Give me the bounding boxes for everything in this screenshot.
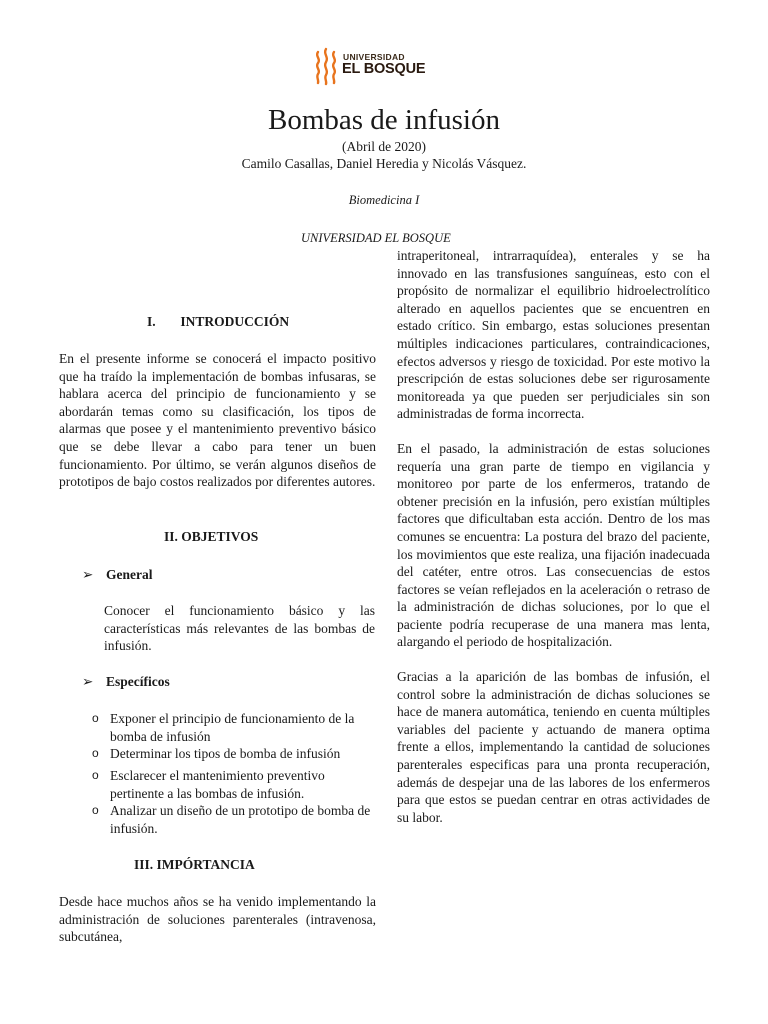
list-item-text: Analizar un diseño de un prototipo de bomba de infusión. [110,803,371,836]
list-item-text: Exponer el principio de funcionamiento de la bomba de infusión [110,711,355,744]
course-name: Biomedicina I [348,193,420,207]
paper-authors: Camilo Casallas, Daniel Heredia y Nicolás Vásquez. [241,156,527,171]
university-crest-icon [314,46,338,86]
arrow-bullet-icon: ➢ [82,567,94,582]
general-objective-text: Conocer el funcionamiento básico y las características más relevantes de las bombas de infusión. [104,603,375,654]
paragraph: intraperitoneal, intrarraquídea), enterales y se ha innovado en las transfusiones sanguíneas, esto con el propósito de normalizar el equilibrio hidroelectrolítico alterado en aquellos pacientes que se encuentren en estado crítico. Sin embargo, estas soluciones presentan múltiples indicaciones particulares, contraindicaciones, efectos adversos y riesgo de toxicidad. Por este motivo la prescripción de estas soluciones debe ser rigurosamente monitoreada ya que pueden ser perjudiciales sin son administradas de forma incorrecta. [397,248,710,422]
section-heading-intro [147,314,289,330]
subheading-label: Específicos [106,674,170,689]
general-objective-block [104,602,375,655]
logo-text-university: UNIVERSIDAD [343,52,405,62]
right-column [397,247,710,826]
list-item [92,710,382,745]
subheading-label: General [106,567,153,582]
university-logo [314,46,430,88]
section-heading-importancia: III. IMPÓRTANCIA [134,857,255,872]
list-item [92,745,382,763]
importancia-paragraph: Desde hace muchos años se ha venido implementando la administración de soluciones parenterales (intravenosa, subcutánea, [59,894,376,945]
university-name: UNIVERSIDAD EL BOSQUE [301,231,451,245]
subheading-general [82,567,153,583]
paper-title: Bombas de infusión [268,104,500,136]
paper-date: (Abril de 2020) [342,139,426,154]
logo-text-el-bosque: EL BOSQUE [342,61,426,77]
list-item [92,767,382,802]
list-item [92,802,382,837]
intro-paragraph: En el presente informe se conocerá el impacto positivo que ha traído la implementación de bombas infusaras, se hablara acerca del principio de funcionamiento y se abordarán temas como su clasificación, los tipos de alarmas que posee y el mantenimiento preventivo básico que se debe llevar a cabo para tener un buen funcionamiento. Por último, se verán algunos diseños de prototipos de bajo costos realizados por diferentes autores. [59,351,376,490]
intro-text-block [59,350,376,491]
section-heading-objetivos: II. OBJETIVOS [164,529,259,544]
paragraph: En el pasado, la administración de estas soluciones requería una gran parte de tiempo en vigilancia y monitoreo por parte de los enfermeros, tratando de obtener precisión en la infusión, pero existían múltiples factores que dificultaban esta acción. Dentro de los mas comunes se encuentra: La postura del brazo del paciente, los movimientos que este realiza, una fijación inadecuada del catéter, entre otros. Las consecuencias de estos factores se veían reflejados en la aceleración o retraso de la administración de dichas soluciones, por lo que el paciente podría recuperase de una manera mas lenta, alargando el periodo de hospitalización. [397,440,710,650]
circle-bullet-icon: o [92,768,99,782]
section-number: I. [147,314,156,329]
section-title: INTRODUCCIÓN [180,314,290,329]
circle-bullet-icon: o [92,803,99,817]
paragraph: Gracias a la aparición de las bombas de infusión, el control sobre la administración de dichas soluciones se hace de manera automática, teniendo en cuenta múltiples variables del paciente y actuando de manera optima frente a ellos, implementando la cantidad de soluciones parenterales especificas para una pronta recuperación, además de despejar una de las labores de los enfermeros para que estos se puedan centrar en otras actividades de su labor. [397,669,710,825]
circle-bullet-icon: o [92,746,99,760]
arrow-bullet-icon: ➢ [82,674,94,689]
circle-bullet-icon: o [92,711,99,725]
importancia-text-block [59,893,376,946]
subheading-especificos [82,674,170,690]
list-item-text: Determinar los tipos de bomba de infusión [110,746,341,761]
list-item-text: Esclarecer el mantenimiento preventivo pertinente a las bombas de infusión. [110,768,325,801]
